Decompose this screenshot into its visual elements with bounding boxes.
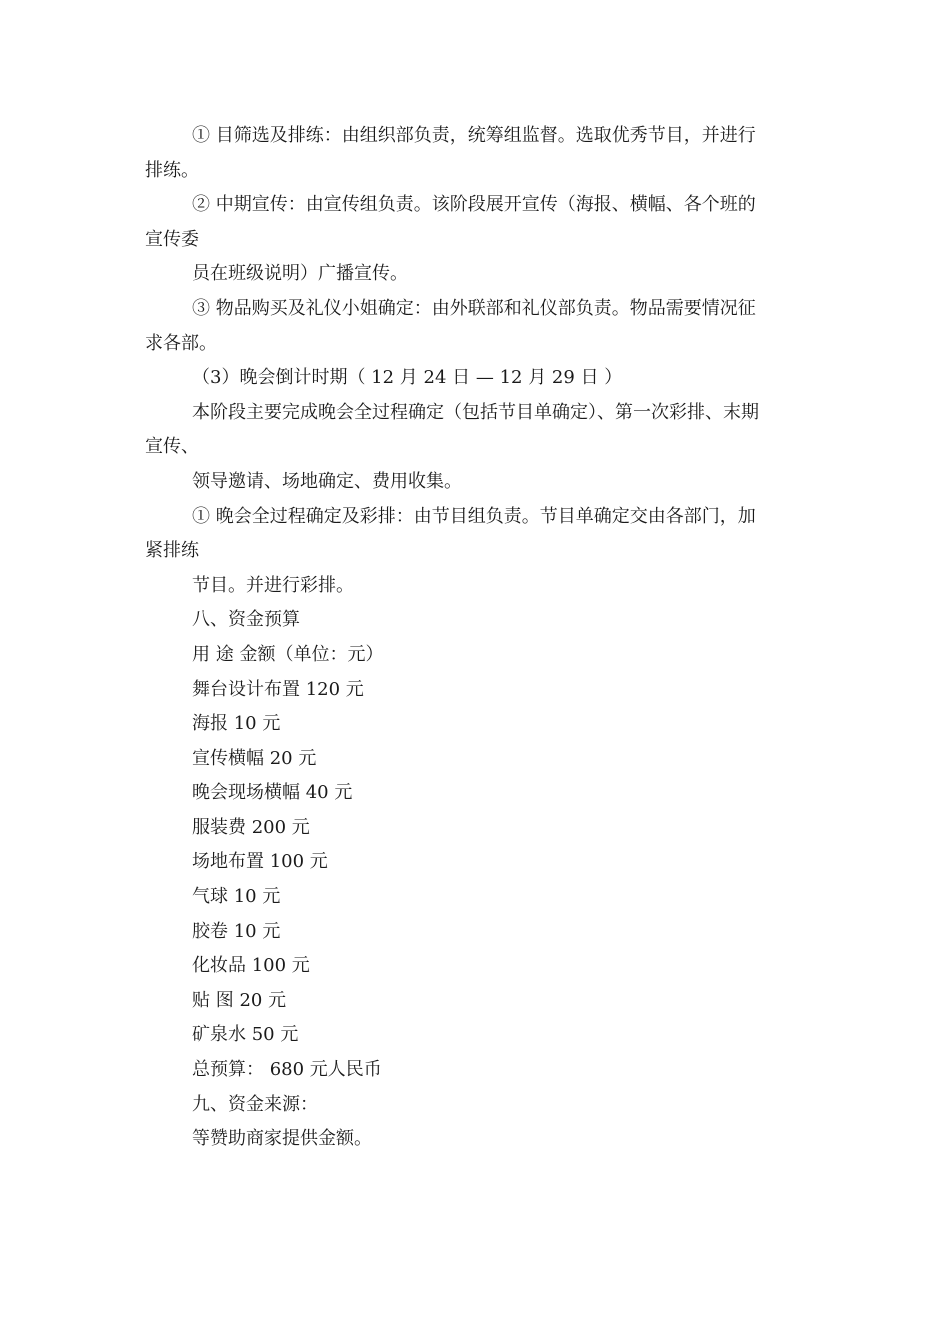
line-text: 胶卷 10 元 bbox=[192, 920, 281, 942]
budget-item bbox=[145, 949, 815, 984]
text-line bbox=[145, 430, 815, 465]
line-text: 用 途 金额（单位：元） bbox=[192, 643, 384, 665]
text-line bbox=[145, 500, 815, 535]
line-text: 宣传委 bbox=[145, 228, 199, 250]
text-line bbox=[145, 327, 815, 362]
line-text: 员在班级说明）广播宣传。 bbox=[192, 263, 408, 285]
line-text: 本阶段主要完成晚会全过程确定（包括节目单确定）、第一次彩排、末期 bbox=[192, 401, 759, 423]
budget-item bbox=[145, 707, 815, 742]
text-line bbox=[145, 188, 815, 223]
line-text: 九、资金来源： bbox=[192, 1093, 318, 1115]
document-body bbox=[145, 119, 815, 1157]
section-heading bbox=[145, 603, 815, 638]
line-text: 领导邀请、场地确定、费用收集。 bbox=[192, 470, 462, 492]
budget-item bbox=[145, 915, 815, 950]
line-text: 等赞助商家提供金额。 bbox=[192, 1128, 372, 1150]
budget-item bbox=[145, 984, 815, 1019]
text-line bbox=[145, 223, 815, 258]
budget-item bbox=[145, 1018, 815, 1053]
line-text: ② 中期宣传：由宣传组负责。该阶段展开宣传（海报、横幅、各个班的 bbox=[192, 194, 756, 216]
text-line bbox=[145, 534, 815, 569]
line-text: 舞台设计布置 120 元 bbox=[192, 678, 364, 700]
text-line bbox=[145, 1122, 815, 1157]
line-text: 场地布置 100 元 bbox=[192, 851, 328, 873]
text-line bbox=[145, 361, 815, 396]
line-text: ① 晚会全过程确定及彩排：由节目组负责。节目单确定交由各部门，加 bbox=[192, 505, 756, 527]
line-text: 排练。 bbox=[145, 159, 199, 181]
budget-item bbox=[145, 845, 815, 880]
budget-item bbox=[145, 811, 815, 846]
line-text: 求各部。 bbox=[145, 332, 217, 354]
text-line bbox=[145, 257, 815, 292]
line-text: 总预算： 680 元人民币 bbox=[192, 1059, 382, 1081]
section-heading bbox=[145, 1088, 815, 1123]
budget-item bbox=[145, 880, 815, 915]
text-line bbox=[145, 569, 815, 604]
text-line bbox=[145, 292, 815, 327]
line-text: 宣传、 bbox=[145, 436, 199, 458]
budget-item bbox=[145, 742, 815, 777]
line-text: 贴 图 20 元 bbox=[192, 989, 287, 1011]
text-line bbox=[145, 396, 815, 431]
line-text: 化妆品 100 元 bbox=[192, 955, 310, 977]
line-text: 矿泉水 50 元 bbox=[192, 1024, 299, 1046]
line-text: （3）晚会倒计时期（ 12 月 24 日 — 12 月 29 日 ） bbox=[192, 367, 623, 389]
line-text: ③ 物品购买及礼仪小姐确定：由外联部和礼仪部负责。物品需要情况征 bbox=[192, 297, 756, 319]
line-text: 服装费 200 元 bbox=[192, 816, 310, 838]
text-line bbox=[145, 465, 815, 500]
budget-total bbox=[145, 1053, 815, 1088]
budget-item bbox=[145, 776, 815, 811]
line-text: 气球 10 元 bbox=[192, 886, 281, 908]
text-line bbox=[145, 119, 815, 154]
line-text: 晚会现场横幅 40 元 bbox=[192, 782, 353, 804]
line-text: 节目。并进行彩排。 bbox=[192, 574, 354, 596]
line-text: 海报 10 元 bbox=[192, 713, 281, 735]
line-text: 八、资金预算 bbox=[192, 609, 300, 631]
budget-header bbox=[145, 638, 815, 673]
line-text: 宣传横幅 20 元 bbox=[192, 747, 317, 769]
line-text: ① 目筛选及排练：由组织部负责，统筹组监督。选取优秀节目，并进行 bbox=[192, 125, 756, 146]
budget-item bbox=[145, 673, 815, 708]
line-text: 紧排练 bbox=[145, 540, 199, 562]
text-line bbox=[145, 154, 815, 189]
